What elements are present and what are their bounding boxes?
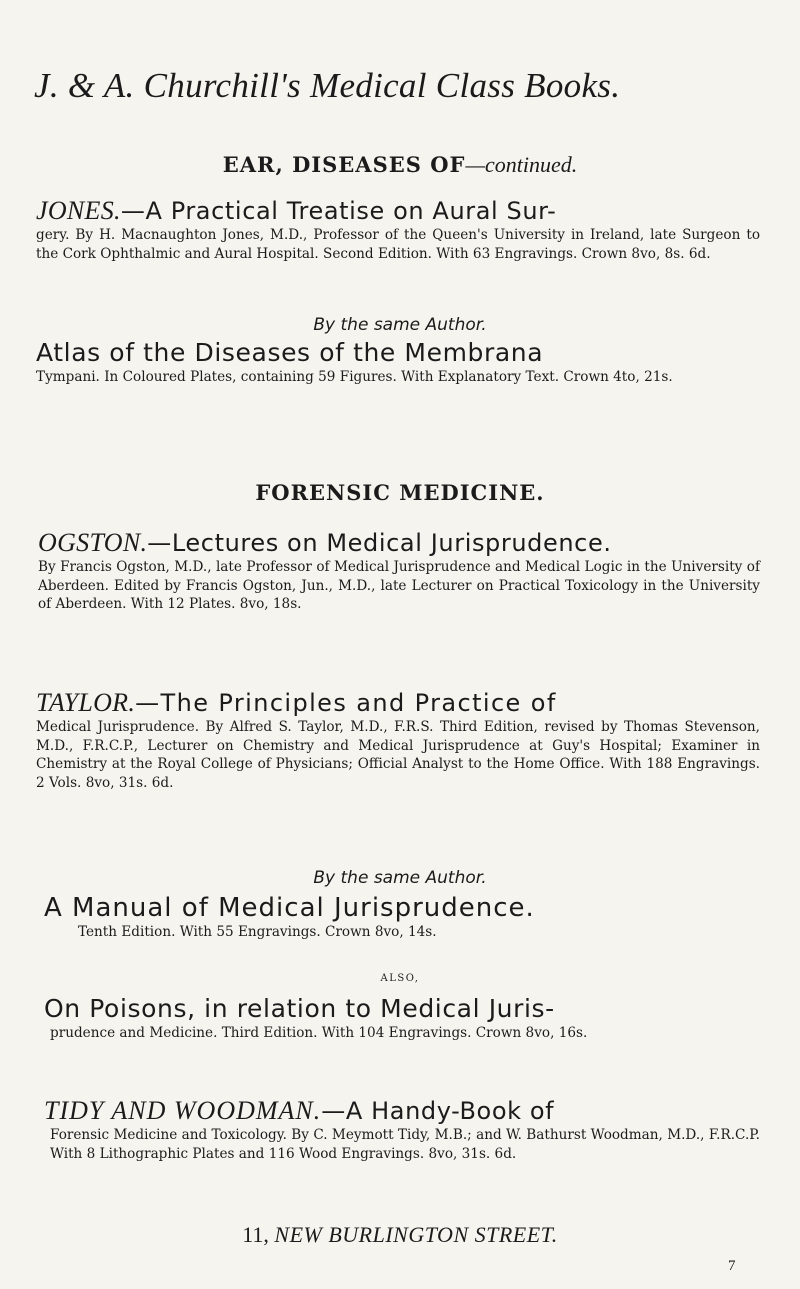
section-heading-suffix: —continued. (465, 152, 578, 177)
entry-tidy-woodman (44, 1096, 760, 1163)
entry-description: Tenth Edition. With 55 Engravings. Crown 8vo, 14s. (78, 924, 437, 940)
entry-author: TIDY AND WOODMAN. (44, 1096, 322, 1125)
entry-on-poisons (44, 994, 760, 1043)
entry-title: On Poisons, in relation to Medical Juris- (44, 994, 555, 1023)
section-heading-text: EAR, DISEASES OF (222, 152, 466, 177)
address-street: NEW BURLINGTON STREET. (274, 1222, 558, 1247)
entry-author: TAYLOR. (36, 688, 136, 717)
publisher-address (0, 1222, 800, 1248)
entry-title: Atlas of the Diseases of the Membrana (36, 338, 544, 367)
entry-description: Forensic Medicine and Toxicology. By C. Meymott Tidy, M.B.; and W. Bathurst Woodman, M.D., F.R.C.P. With 8 Lithographic Plates and 116 Wood Engravings. 8vo, 31s. 6d. (50, 1127, 760, 1162)
entry-taylor (36, 688, 760, 792)
entry-heading (44, 893, 760, 923)
entry-heading (44, 1096, 760, 1126)
entry-title: —Lectures on Medical Jurisprudence. (147, 529, 612, 557)
address-number: 11, (242, 1222, 269, 1247)
entry-heading (36, 196, 760, 226)
by-same-author-note: By the same Author. (313, 868, 487, 888)
entry-description: prudence and Medicine. Third Edition. With 104 Engravings. Crown 8vo, 16s. (50, 1025, 588, 1041)
entry-description: Tympani. In Coloured Plates, containing 59 Figures. With Explanatory Text. Crown 4to, 21s. (36, 369, 673, 385)
entry-title: A Manual of Medical Jurisprudence. (44, 893, 535, 923)
entry-title: —A Handy-Book of (321, 1097, 555, 1125)
entry-title: —A Practical Treatise on Aural Sur- (120, 197, 557, 225)
entry-author: OGSTON. (38, 528, 148, 557)
also-note: ALSO, (380, 973, 420, 984)
section-heading-forensic-medicine: FORENSIC MEDICINE. (255, 480, 545, 505)
entry-author: JONES. (36, 196, 121, 225)
page-number: 7 (728, 1258, 736, 1274)
entry-description: Medical Jurisprudence. By Alfred S. Taylor, M.D., F.R.S. Third Edition, revised by Thomas Stevenson, M.D., F.R.C.P., Lecturer on Chemistry and Medical Jurisprudence at Guy's Hospital; Examiner in Chemistry at the Royal College of Physicians; Official Analyst to the Home Office. With 188 Engravings. 2 Vols. 8vo, 31s. 6d. (36, 719, 760, 791)
entry-description: gery. By H. Macnaughton Jones, M.D., Professor of the Queen's University in Ireland, late Surgeon to the Cork Ophthalmic and Aural Hospital. Second Edition. With 63 Engravings. Crown 8vo, 8s. 6d. (36, 227, 760, 262)
entry-atlas-membrana (36, 338, 760, 387)
entry-heading (36, 338, 760, 368)
section-heading-ear-diseases (0, 152, 800, 178)
entry-description: By Francis Ogston, M.D., late Professor of Medical Jurisprudence and Medical Logic in the University of Aberdeen. Edited by Francis Ogston, Jun., M.D., late Lecturer on Practical Toxicology in the University of Aberdeen. With 12 Plates. 8vo, 18s. (38, 559, 760, 612)
entry-ogston (38, 528, 760, 614)
entry-heading (38, 528, 760, 558)
entry-heading (44, 994, 760, 1024)
entry-title: —The Principles and Practice of (135, 689, 557, 717)
entry-jones (36, 196, 760, 263)
by-same-author-note: By the same Author. (313, 315, 487, 335)
entry-manual-jurisprudence (44, 893, 760, 942)
running-head: J. & A. Churchill's Medical Class Books. (34, 66, 621, 105)
entry-heading (36, 688, 760, 718)
